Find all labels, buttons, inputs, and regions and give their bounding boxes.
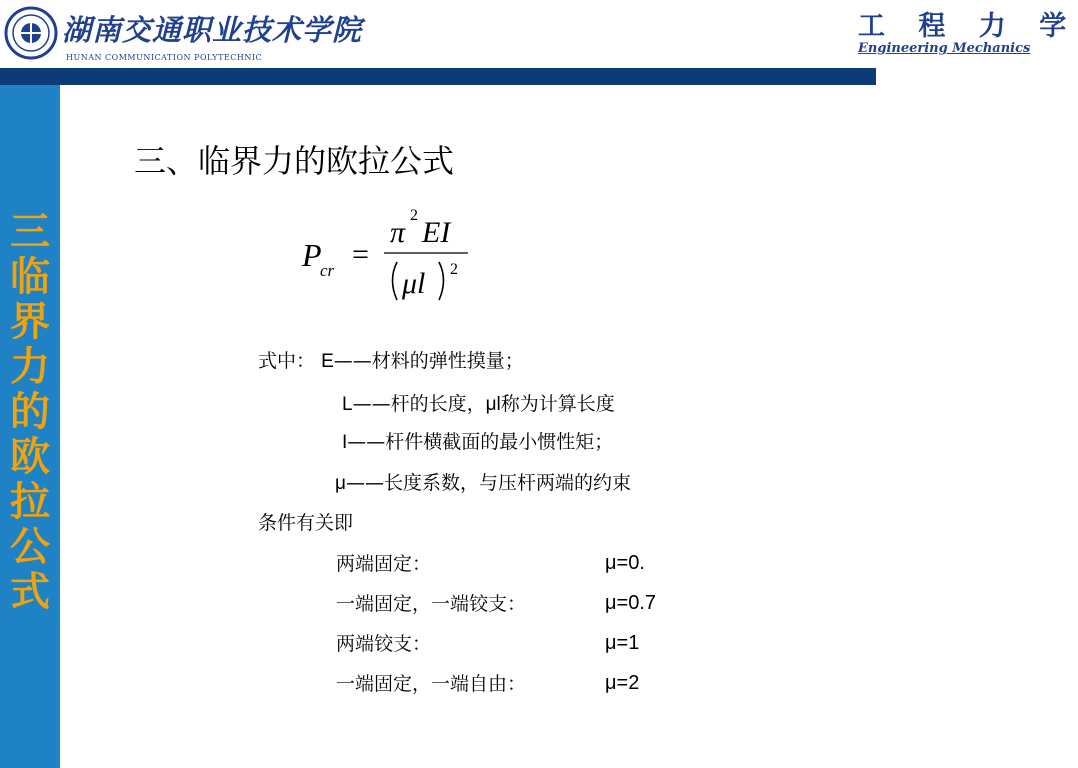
section-title: 三、临界力的欧拉公式 — [134, 142, 455, 180]
sidebar-vertical-title — [8, 210, 52, 615]
condition-value: μ=0. — [605, 552, 645, 574]
formula-numerator-sup: 2 — [410, 207, 418, 224]
note-text-l-b: 称为计算长度 — [500, 393, 615, 415]
note-line-mu — [335, 471, 631, 496]
note-text-condition: 条件有关即 — [258, 512, 354, 534]
condition-label: 两端固定： — [336, 553, 432, 575]
sidebar-char: 力 — [10, 344, 50, 390]
note-mu-l: μl — [485, 394, 501, 415]
formula-numerator-pi: π — [390, 216, 406, 249]
note-text-mu: ——长度系数，与压杆两端的约束 — [345, 472, 631, 494]
sidebar-char: 欧 — [10, 434, 50, 480]
note-symbol-i: I — [342, 432, 348, 453]
note-symbol-mu: μ — [335, 473, 346, 494]
sidebar — [0, 85, 60, 768]
condition-value: μ=1 — [605, 632, 640, 654]
sidebar-char: 式 — [10, 569, 50, 615]
school-name: 湖南交通职业技术学院 — [62, 13, 363, 47]
sidebar-char: 的 — [10, 389, 50, 435]
formula-lhs: P — [302, 237, 322, 273]
formula-denominator: μl — [402, 267, 426, 300]
note-text-l-a: ——杆的长度， — [352, 393, 486, 415]
condition-label: 一端固定，一端铰支： — [336, 593, 527, 615]
formula-denominator-sup: 2 — [450, 261, 458, 278]
note-line-condition — [258, 511, 353, 535]
header-bar — [0, 68, 876, 85]
sidebar-char: 公 — [10, 524, 50, 570]
condition-label: 两端铰支： — [336, 633, 432, 655]
sidebar-char: 界 — [10, 299, 50, 345]
note-prefix: 式中： — [258, 350, 316, 372]
course-title: 工 程 力 学 — [858, 11, 1078, 42]
sidebar-char: 拉 — [10, 479, 50, 525]
formula-right-paren — [439, 262, 444, 300]
slide-header — [0, 0, 1078, 70]
note-symbol-l: L — [342, 394, 353, 415]
sidebar-char: 三 — [10, 209, 50, 255]
formula-equals: = — [352, 238, 369, 271]
formula-numerator-ei: EI — [422, 216, 451, 249]
condition-value: μ=2 — [605, 672, 640, 694]
formula-left-paren — [393, 262, 398, 300]
formula-lhs-sub: cr — [320, 261, 335, 280]
note-line-e — [258, 349, 524, 374]
note-line-l — [342, 392, 615, 417]
school-seal-icon — [4, 6, 58, 60]
course-title-en: Engineering Mechanics — [858, 41, 1031, 56]
note-symbol-e: E — [321, 351, 334, 372]
note-text-e: ——材料的弹性摸量； — [333, 350, 524, 372]
note-text-i: ——杆件横截面的最小惯性矩； — [347, 431, 614, 453]
euler-formula — [298, 200, 478, 310]
condition-value: μ=0.7 — [605, 592, 657, 614]
school-name-en: HUNAN COMMUNICATION POLYTECHNIC — [66, 53, 263, 62]
sidebar-char: 临 — [10, 254, 50, 300]
condition-label: 一端固定，一端自由： — [336, 673, 527, 695]
note-line-i — [342, 430, 613, 455]
